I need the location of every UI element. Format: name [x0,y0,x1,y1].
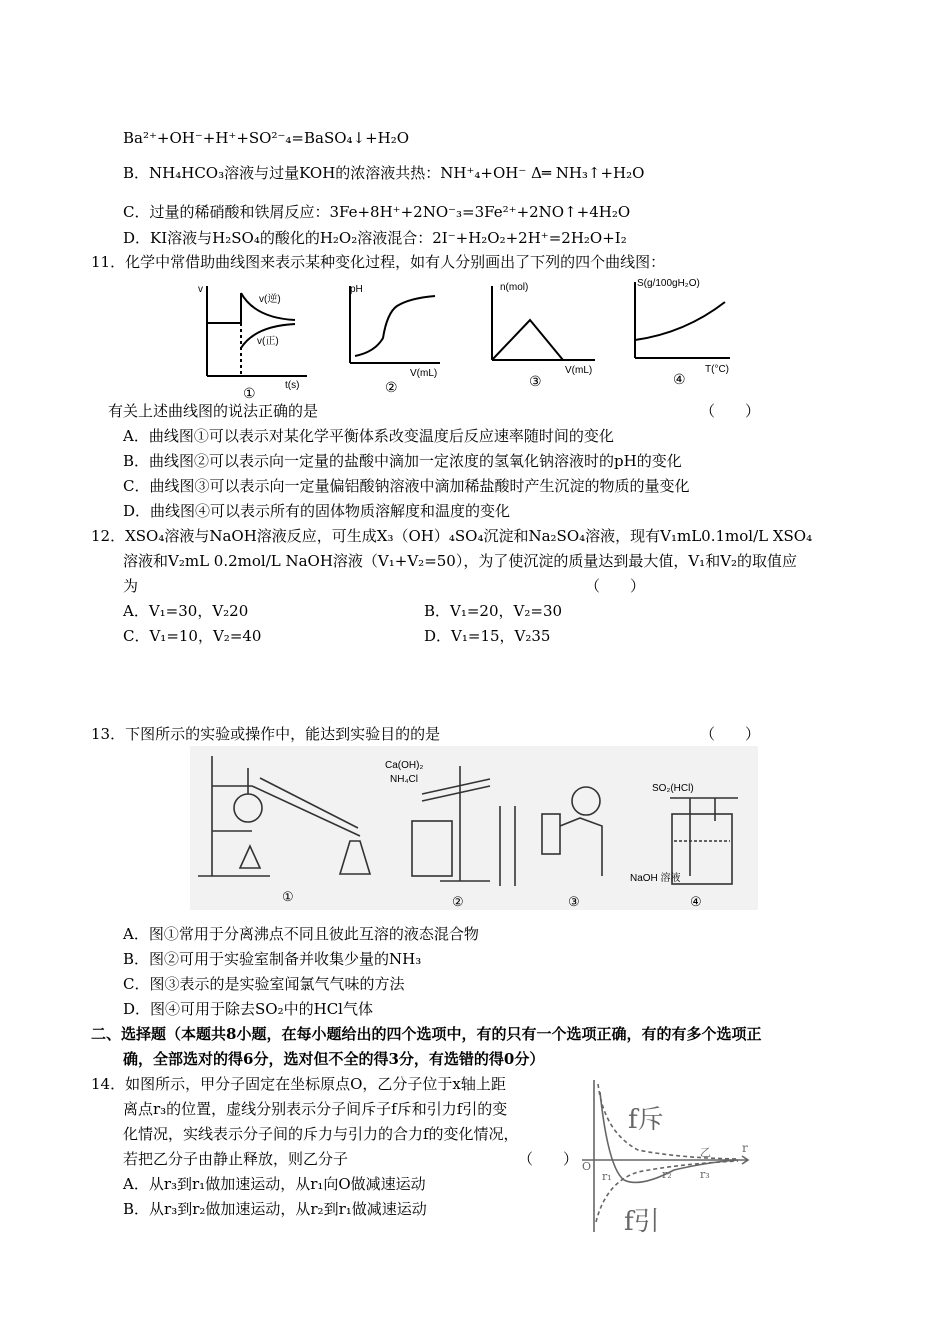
g1-lower-label: v(正) [257,336,279,347]
fig-2-number: ② [452,895,464,910]
naoh-solution-label: NaOH 溶液 [630,873,681,884]
graph-1 [207,286,307,376]
q11-option-b: B．曲线图②可以表示向一定量的盐酸中滴加一定浓度的氢氧化钠溶液时的pH的变化 [123,452,682,470]
origin-label: O [582,1160,592,1173]
q10-option-a-cont: Ba²⁺+OH⁻+H⁺+SO²⁻₄=BaSO₄↓+H₂O [123,129,410,147]
g2-number: ② [385,380,398,396]
so2-hcl-label: SO₂(HCl) [652,783,694,794]
g4-number: ④ [673,372,686,388]
q10-option-b: B．NH₄HCO₃溶液与过量KOH的浓溶液共热：NH⁺₄+OH⁻ Δ═ NH₃↑+H₂O [123,164,645,182]
g4-y-label: S(g/100gH₂O) [637,278,700,289]
r-axis-label: r [742,1141,748,1155]
fig-4-number: ④ [690,895,702,910]
g3-x-label: V(mL) [565,365,593,376]
q11-option-c: C．曲线图③可以表示向一定量偏铝酸钠溶液中滴加稀盐酸时产生沉淀的物质的量变化 [123,477,690,495]
graph-2 [350,286,440,363]
q11-answer-paren: （ ） [700,402,761,420]
g1-number: ① [243,386,256,402]
q13-stem: 13．下图所示的实验或操作中，能达到实验目的的是 [91,725,441,743]
q11-curve-graphs [195,278,755,403]
ca-oh2-label: Ca(OH)₂ [385,760,424,771]
g4-x-label: T(°C) [705,364,729,375]
f-attraction-label: f引 [624,1207,660,1237]
q14-force-diagram [578,1072,758,1244]
q14-option-b: B．从r₃到r₂做加速运动，从r₂到r₁做减速运动 [123,1200,427,1218]
q11-stem: 11．化学中常借助曲线图来表示某种变化过程，如有人分别画出了下列的四个曲线图： [91,253,666,271]
r3-label: r₃ [700,1168,710,1181]
fig-3-number: ③ [568,895,580,910]
q13-option-a: A．图①常用于分离沸点不同且彼此互溶的液态混合物 [123,925,479,943]
f-repulsion-label: f斥 [628,1105,664,1135]
molecule-b-label: 乙 [700,1146,711,1159]
q12-option-c: C．V₁=10，V₂=40 [123,627,262,645]
g1-upper-label: v(逆) [259,294,281,305]
q14-answer-paren: （ ） [518,1150,579,1168]
g2-x-label: V(mL) [410,368,438,379]
g1-x-label: t(s) [285,380,300,391]
q12-line-3: 为 [123,577,139,595]
q12-option-d: D．V₁=15，V₂35 [424,627,551,645]
q14-line-1: 14．如图所示，甲分子固定在坐标原点O，乙分子位于x轴上距 [91,1075,506,1093]
g3-y-label: n(mol) [500,282,529,293]
q14-line-2: 离点r₃的位置，虚线分别表示分子间斥子f斥和引力f引的变 [123,1100,508,1118]
q14-line-4: 若把乙分子由静止释放，则乙分子 [123,1150,349,1168]
q13-answer-paren: （ ） [700,725,761,743]
r2-label: r₂ [662,1168,672,1181]
q13-apparatus-figure [190,746,758,910]
q11-option-a: A．曲线图①可以表示对某化学平衡体系改变温度后反应速率随时间的变化 [123,427,614,445]
g3-number: ③ [529,374,542,390]
graph-4 [635,282,730,358]
q10-option-d: D．KI溶液与H₂SO₄的酸化的H₂O₂溶液混合：2I⁻+H₂O₂+2H⁺=2H₂O+I₂ [123,229,627,247]
g2-y-label: pH [350,284,363,295]
q11-question: 有关上述曲线图的说法正确的是 [108,402,319,420]
q14-option-a: A．从r₃到r₁做加速运动，从r₁向O做减速运动 [123,1175,426,1193]
section-2-heading-line-2: 确，全部选对的得6分，选对但不全的得3分，有选错的得0分） [123,1050,545,1068]
section-2-heading-line-1: 二、选择题（本题共8小题，在每小题给出的四个选项中，有的只有一个选项正确，有的有多个选项正 [91,1025,762,1043]
graph-3 [492,286,595,360]
q12-option-a: A．V₁=30，V₂20 [123,602,249,620]
q11-option-d: D．曲线图④可以表示所有的固体物质溶解度和温度的变化 [123,502,511,520]
fig-1-number: ① [282,890,294,905]
nh4cl-label: NH₄Cl [390,774,418,785]
q12-option-b: B．V₁=20，V₂=30 [424,602,563,620]
q14-line-3: 化情况，实线表示分子间的斥力与引力的合力f的变化情况， [123,1125,519,1143]
q12-answer-paren: （ ） [585,577,646,595]
q13-option-d: D．图④可用于除去SO₂中的HCl气体 [123,1000,373,1018]
q10-option-c: C．过量的稀硝酸和铁屑反应：3Fe+8H⁺+2NO⁻₃=3Fe²⁺+2NO↑+4H₂O [123,203,631,221]
q12-line-2: 溶液和V₂mL 0.2mol/L NaOH溶液（V₁+V₂=50），为了使沉淀的质量达到最大值，V₁和V₂的取值应 [123,552,798,570]
q13-option-c: C．图③表示的是实验室闻氯气气味的方法 [123,975,405,993]
r1-label: r₁ [602,1170,612,1183]
q12-line-1: 12．XSO₄溶液与NaOH溶液反应，可生成X₃（OH）₄SO₄沉淀和Na₂SO₄溶液，现有V₁mL0.1mol/L XSO₄ [91,527,813,545]
g1-y-label: v [198,284,203,295]
q13-option-b: B．图②可用于实验室制备并收集少量的NH₃ [123,950,422,968]
